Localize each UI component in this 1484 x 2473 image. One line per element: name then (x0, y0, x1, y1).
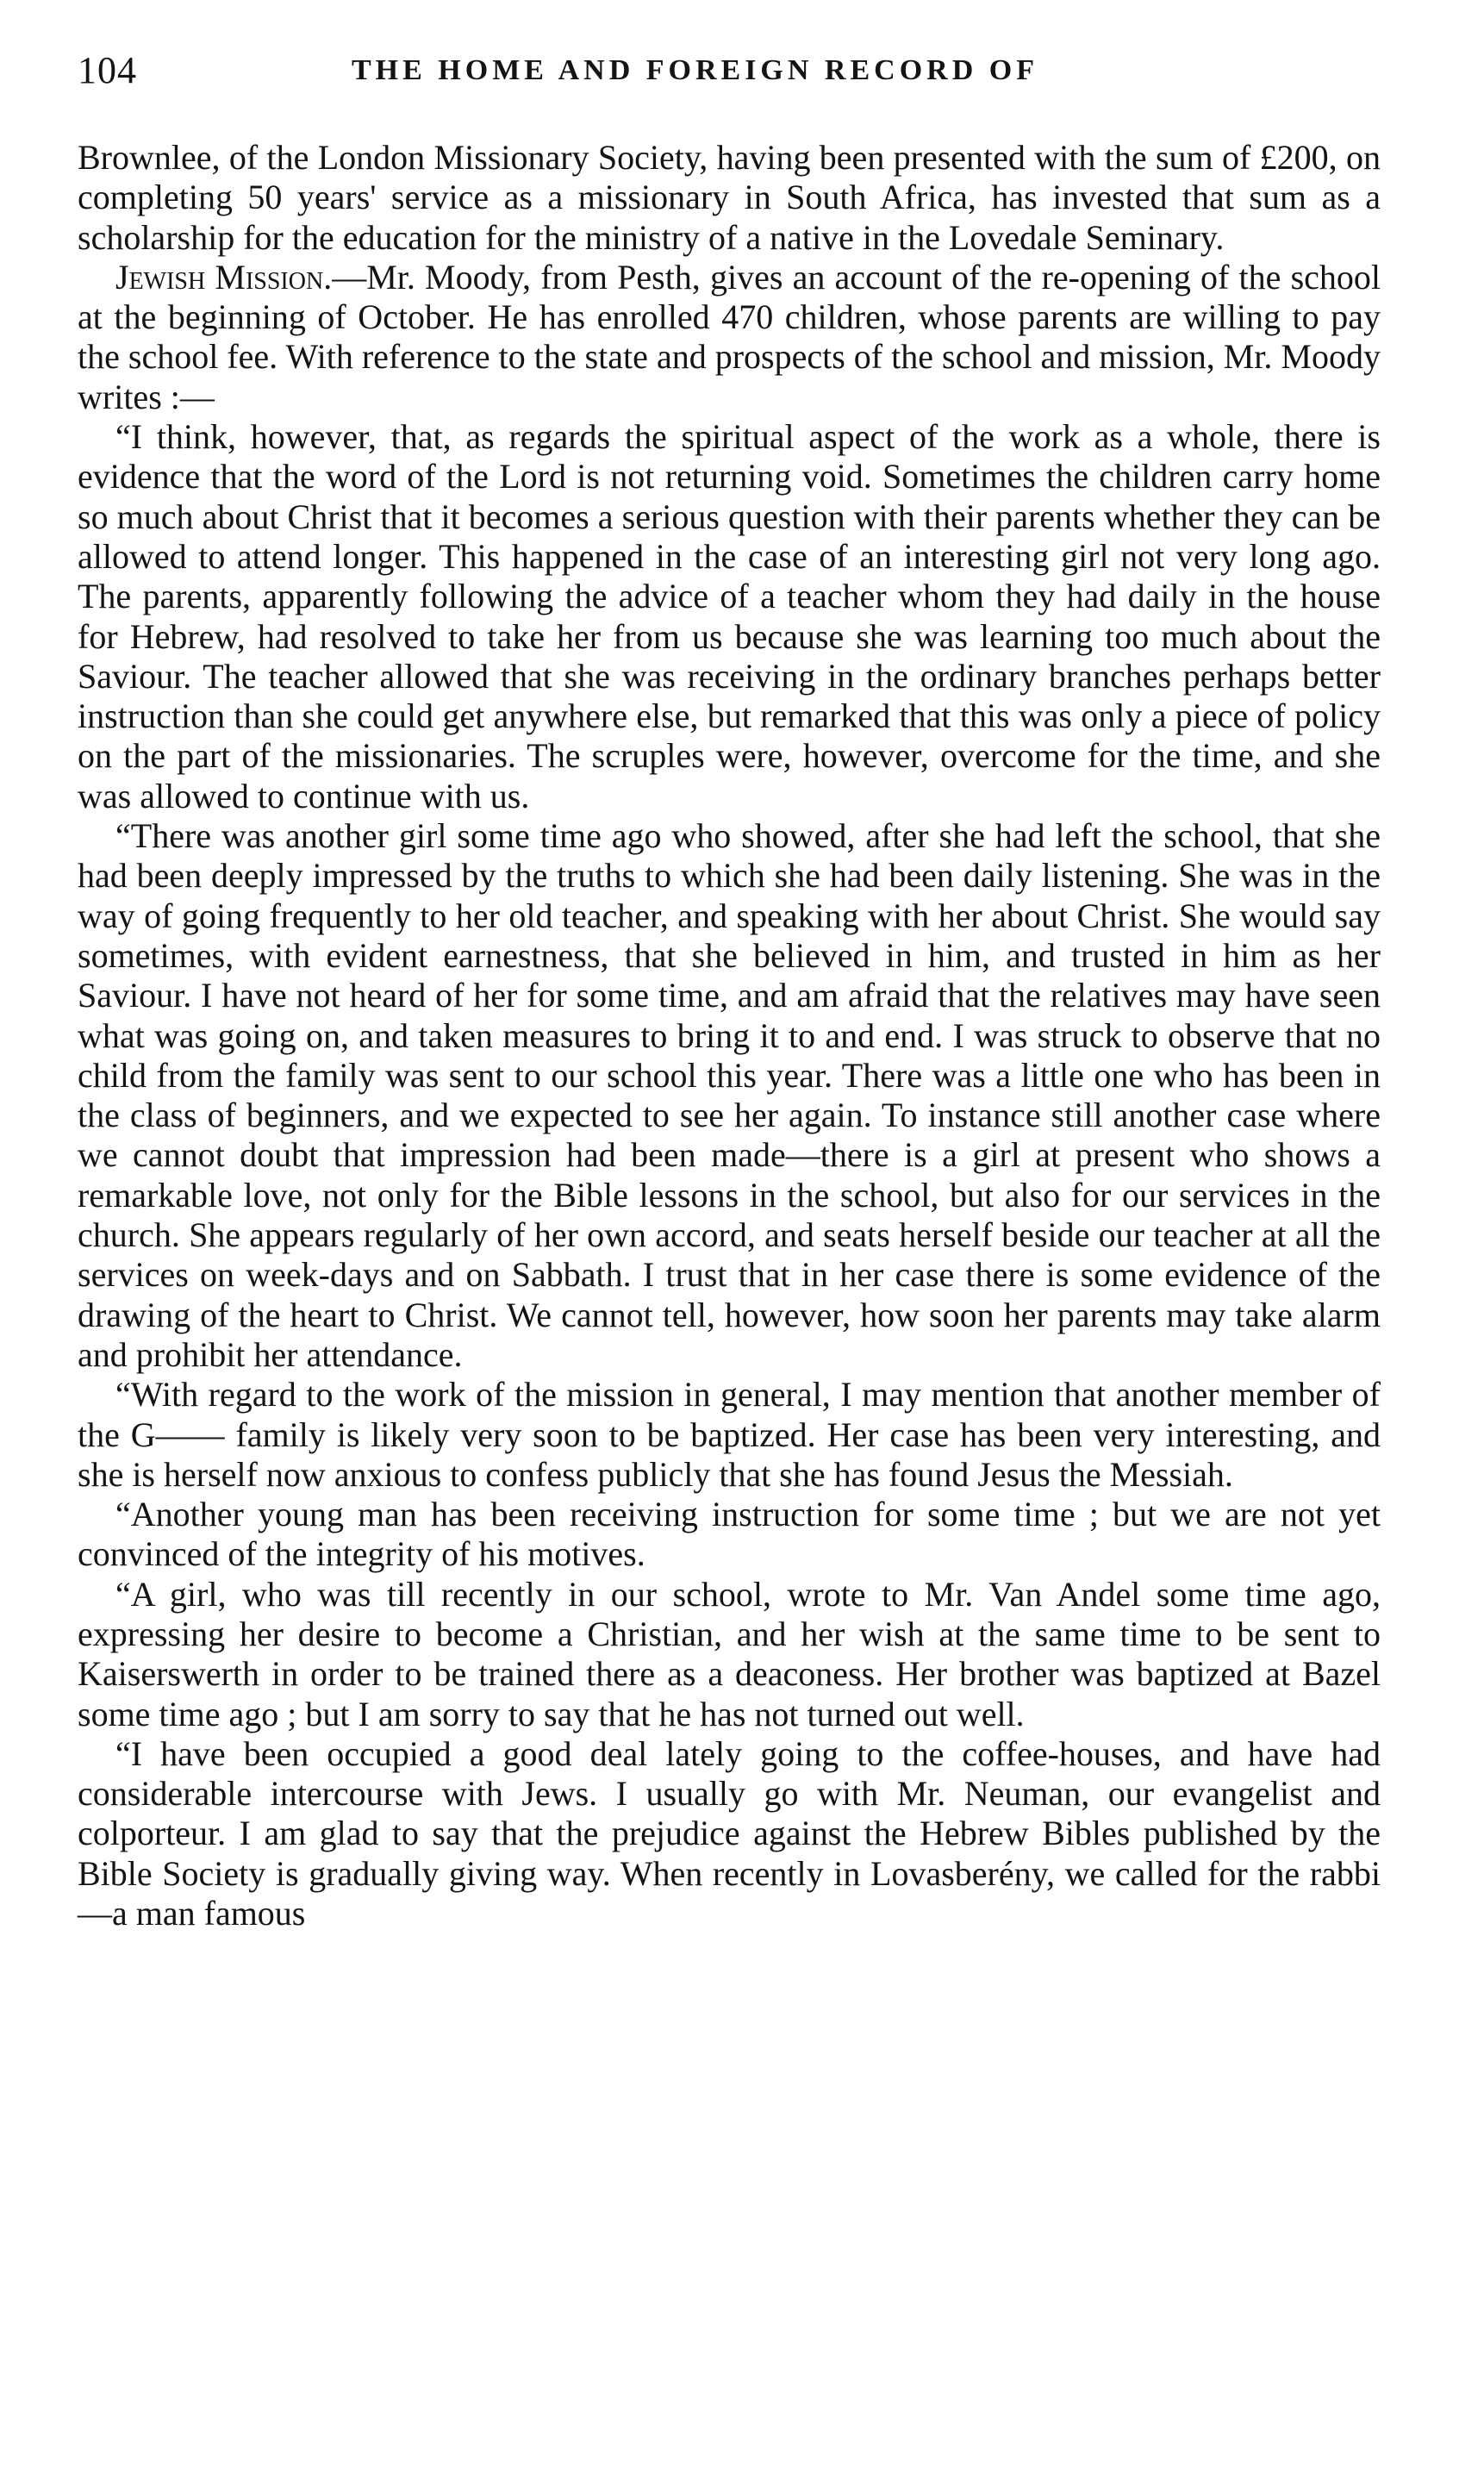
running-head: THE HOME AND FOREIGN RECORD OF (352, 54, 1038, 86)
paragraph-quote-mission-general: “With regard to the work of the mission in general, I may mention that another member of the G—— family is likely very soon to be baptized. Her case has been very interesting, and she is herself now anxious to confess publicly that she has found Jesus the Messiah. (78, 1375, 1381, 1494)
paragraph-quote-kaiserswerth: “A girl, who was till recently in our school, wrote to Mr. Van Andel some time ago, expressing her desire to become a Christian, and her wish at the same time to be sent to Kaiserswerth in order to be trained there as a deaconess. Her brother was baptized at Bazel some time ago ; but I am sorry to say that he has not turned out well. (78, 1574, 1381, 1733)
paragraph-quote-young-man: “Another young man has been receiving instruction for some time ; but we are not yet convinced of the integrity of his motives. (78, 1495, 1381, 1574)
paragraph-quote-another-girl: “There was another girl some time ago who showed, after she had left the school, that she had been deeply impressed by the truths to which she had been daily listening. She was in the way of going frequently to her old teacher, and speaking with her about Christ. She would say sometimes, with evident earnestness, that she believed in him, and trusted in him as her Saviour. I have not heard of her for some time, and am afraid that the relatives may have seen what was going on, and taken measures to bring it to and end. I was struck to observe that no child from the family was sent to our school this year. There was a little one who has been in the class of beginners, and we expected to see her again. To instance still another case where we cannot doubt that impression had been made—there is a girl at present who shows a remarkable love, not only for the Bible lessons in the school, but also for our services in the church. She appears regularly of her own accord, and seats herself beside our teacher at all the services on week-days and on Sabbath. I trust that in her case there is some evidence of the drawing of the heart to Christ. We cannot tell, however, how soon her parents may take alarm and prohibit her attendance. (78, 816, 1381, 1374)
article-body (78, 138, 1381, 1933)
paragraph-lovedale: Brownlee, of the London Missionary Society, having been presented with the sum of £200, on completing 50 years' service as a missionary in South Africa, has invested that sum as a scholarship for the education for the ministry of a native in the Lovedale Seminary. (78, 138, 1381, 257)
page-number: 104 (78, 49, 137, 91)
paragraph-quote-spiritual-aspect: “I think, however, that, as regards the spiritual aspect of the work as a whole, there is evidence that the word of the Lord is not returning void. Sometimes the children carry home so much about Christ that it becomes a serious question with their parents whether they can be allowed to attend longer. This happened in the case of an interesting girl not very long ago. The parents, apparently following the advice of a teacher whom they had daily in the house for Hebrew, had resolved to take her from us because she was learning too much about the Saviour. The teacher allowed that she was receiving in the ordinary branches perhaps better instruction than she could get anywhere else, but remarked that this was only a piece of policy on the part of the missionaries. The scruples were, however, overcome for the time, and she was allowed to continue with us. (78, 417, 1381, 815)
paragraph-quote-coffee-houses: “I have been occupied a good deal lately going to the coffee-houses, and have had considerable intercourse with Jews. I usually go with Mr. Neuman, our evangelist and colporteur. I am glad to say that the prejudice against the Hebrew Bibles published by the Bible Society is gradually giving way. When recently in Lovasberény, we called for the rabbi—a man famous (78, 1733, 1381, 1933)
paragraph-jewish-mission (78, 258, 1381, 417)
page-header (78, 45, 1381, 97)
jewish-mission-text: —Mr. Moody, from Pesth, gives an account of the re-opening of the school at the beginning of October. He has enrolled 470 children, whose parents are willing to pay the school fee. With reference to the state and prospects of the school and mission, Mr. Moody writes :— (78, 257, 1381, 416)
section-heading-jewish-mission: Jewish Mission. (115, 257, 333, 297)
